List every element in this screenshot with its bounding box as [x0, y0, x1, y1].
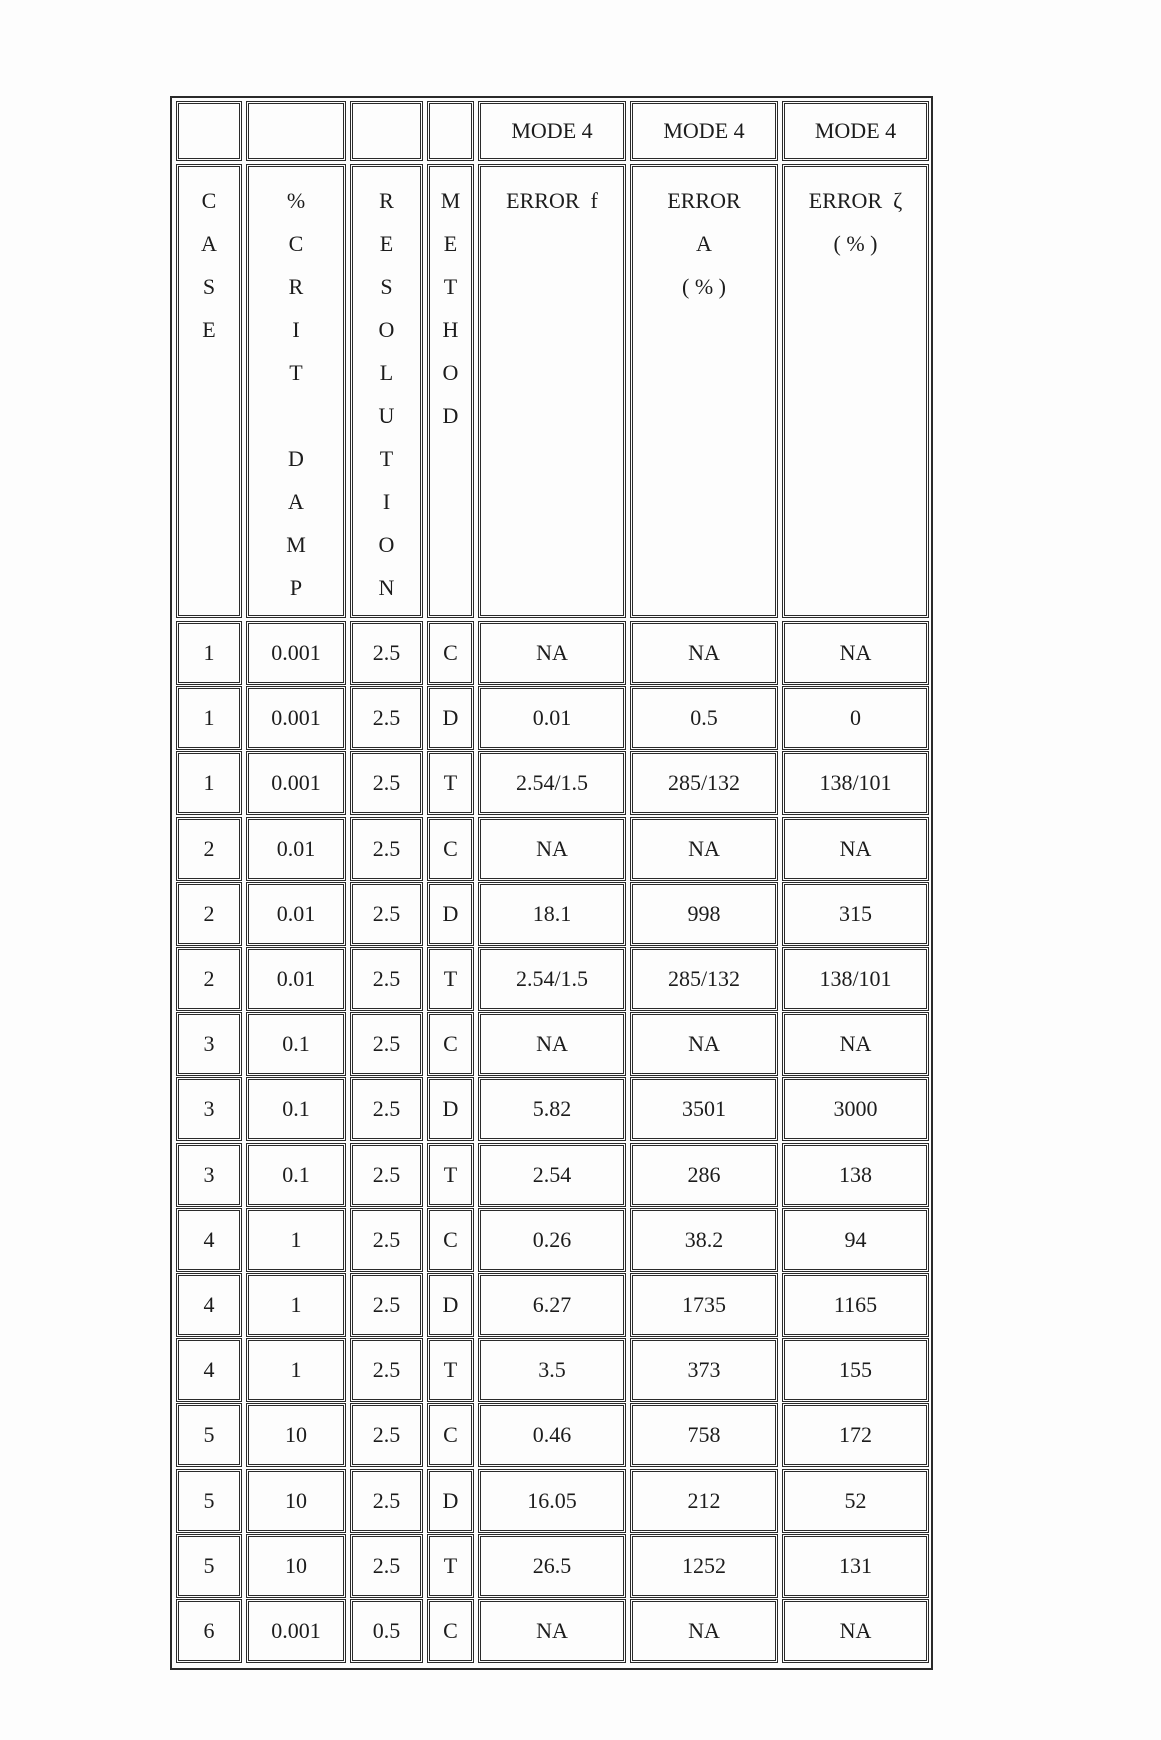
table-cell-value: 16.05	[527, 1488, 577, 1513]
table-cell-value: T	[443, 770, 458, 795]
mode-header-empty-cell	[350, 101, 423, 161]
table-cell-value: 1	[203, 640, 215, 665]
error-a-cell	[630, 1077, 778, 1141]
table-cell-value: 38.2	[684, 1227, 724, 1252]
header-letter: M	[286, 532, 306, 557]
resolution-cell	[350, 1077, 423, 1141]
table-cell-value: 0.01	[532, 705, 572, 730]
resolution-cell	[350, 1469, 423, 1533]
table-cell-value: NA	[536, 1031, 568, 1056]
error-zeta-header	[782, 164, 929, 618]
table-cell-value: 3501	[682, 1096, 726, 1121]
method-cell	[427, 1469, 474, 1533]
table-cell-value: NA	[688, 1031, 720, 1056]
crit-damp-header-letters	[249, 179, 343, 609]
table-cell-value: 10	[285, 1553, 307, 1578]
header-letter: I	[292, 317, 300, 342]
error-f-cell	[478, 1338, 626, 1402]
case-header	[176, 164, 242, 618]
crit-damp-cell	[246, 1599, 346, 1663]
method-cell	[427, 1599, 474, 1663]
table-cell-value: 373	[687, 1357, 721, 1382]
table-cell-value: 0.01	[276, 966, 316, 991]
table-cell-value: NA	[536, 1618, 568, 1643]
mode-header-label: MODE 4	[814, 118, 897, 143]
case-cell	[176, 1599, 242, 1663]
table-cell-value: 2.5	[372, 901, 401, 926]
method-cell	[427, 1012, 474, 1076]
error-zeta-cell	[782, 1403, 929, 1467]
error-a-cell	[630, 1599, 778, 1663]
table-cell-value: 5	[203, 1422, 215, 1447]
method-cell	[427, 1143, 474, 1207]
table-cell-value: 1252	[682, 1553, 726, 1578]
resolution-cell	[350, 1599, 423, 1663]
table-cell-value: 0	[850, 705, 861, 730]
method-cell	[427, 1077, 474, 1141]
table-cell-value: 2.5	[372, 1031, 401, 1056]
table-cell-value: 0.1	[282, 1096, 310, 1121]
table-cell-value: 2.5	[372, 1488, 401, 1513]
header-letter: D	[288, 446, 304, 471]
table-cell-value: T	[443, 1357, 458, 1382]
case-cell	[176, 1143, 242, 1207]
error-f-cell	[478, 882, 626, 946]
table-cell-value: NA	[688, 836, 720, 861]
table-cell-value: C	[443, 1031, 458, 1056]
header-letter: N	[378, 575, 395, 600]
error-f-header	[478, 164, 626, 618]
error-zeta-cell	[782, 1077, 929, 1141]
error-f-cell	[478, 751, 626, 815]
table-cell-value: 3	[203, 1162, 215, 1187]
mode-header-label: MODE 4	[663, 118, 745, 143]
header-line: A	[696, 231, 712, 256]
table-cell-value: 6	[203, 1618, 215, 1643]
table-cell-value: 0.1	[282, 1162, 310, 1187]
header-letter: A	[288, 489, 304, 514]
error-zeta-cell	[782, 1208, 929, 1272]
error-f-header-lines	[481, 179, 623, 222]
table-cell-value: 155	[839, 1357, 872, 1382]
case-cell	[176, 686, 242, 750]
table-cell-value: 2.5	[372, 705, 401, 730]
table-cell-value: 26.5	[532, 1553, 572, 1578]
error-zeta-cell	[782, 686, 929, 750]
resolution-cell	[350, 1143, 423, 1207]
method-cell	[427, 686, 474, 750]
table-cell-value: 1735	[682, 1292, 726, 1317]
error-a-header	[630, 164, 778, 618]
table-cell-value: 2.5	[372, 1357, 401, 1382]
crit-damp-cell	[246, 1273, 346, 1337]
table-cell-value: 2.5	[372, 1162, 401, 1187]
table-cell-value: 2.5	[372, 1292, 401, 1317]
header-letter: L	[379, 360, 394, 385]
method-cell	[427, 621, 474, 685]
table-cell-value: 2	[203, 836, 215, 861]
header-line: ERROR ζ	[808, 188, 903, 213]
error-zeta-cell	[782, 1338, 929, 1402]
header-letter: D	[442, 403, 459, 428]
error-f-cell	[478, 1143, 626, 1207]
header-line: ( % )	[833, 231, 878, 256]
table-cell-value: 315	[839, 901, 872, 926]
crit-damp-header	[246, 164, 346, 618]
header-letter: M	[440, 188, 461, 213]
mode-header-label: MODE 4	[511, 118, 593, 143]
resolution-cell	[350, 1012, 423, 1076]
case-cell	[176, 947, 242, 1011]
method-cell	[427, 1403, 474, 1467]
table-cell-value: 10	[285, 1422, 307, 1447]
method-cell	[427, 817, 474, 881]
header-letter: O	[378, 532, 395, 557]
crit-damp-cell	[246, 947, 346, 1011]
table-cell-value: 138/101	[819, 770, 892, 795]
method-cell	[427, 1338, 474, 1402]
header-letter: S	[380, 274, 393, 299]
table-cell-value: 5	[203, 1488, 215, 1513]
table-cell-value: 2	[203, 901, 215, 926]
crit-damp-cell	[246, 1403, 346, 1467]
header-letter: E	[443, 231, 458, 256]
error-a-cell	[630, 1208, 778, 1272]
method-header-letters	[430, 179, 471, 437]
table-cell-value: 6.27	[532, 1292, 572, 1317]
table-cell-value: 4	[203, 1227, 215, 1252]
table-cell-value: 286	[687, 1162, 721, 1187]
error-f-cell	[478, 1273, 626, 1337]
error-zeta-cell	[782, 1534, 929, 1598]
table-cell-value: 2.5	[372, 836, 401, 861]
header-line: ERROR	[667, 188, 741, 213]
method-cell	[427, 882, 474, 946]
case-cell	[176, 1534, 242, 1598]
error-zeta-cell	[782, 1599, 929, 1663]
header-line: ERROR f	[506, 188, 598, 213]
table-cell-value: 0.5	[690, 705, 718, 730]
table-cell-value: 1165	[833, 1292, 878, 1317]
method-cell	[427, 751, 474, 815]
resolution-cell	[350, 882, 423, 946]
error-a-cell	[630, 1403, 778, 1467]
error-a-cell	[630, 817, 778, 881]
table-cell-value: 138/101	[819, 966, 892, 991]
error-zeta-cell	[782, 1012, 929, 1076]
error-zeta-cell	[782, 751, 929, 815]
table-cell-value: 172	[839, 1422, 872, 1447]
table-cell-value: 3000	[833, 1096, 878, 1121]
table-cell-value: 2	[203, 966, 215, 991]
header-letter: %	[286, 188, 306, 213]
table-cell-value: 998	[687, 901, 721, 926]
resolution-cell	[350, 686, 423, 750]
table-cell-value: NA	[839, 640, 872, 665]
case-cell	[176, 1012, 242, 1076]
table-cell-value: 2.54/1.5	[515, 770, 589, 795]
header-letter: P	[289, 575, 303, 600]
case-cell	[176, 1273, 242, 1337]
header-letter: E	[202, 317, 216, 342]
table-cell-value: C	[443, 1618, 458, 1643]
case-cell	[176, 621, 242, 685]
crit-damp-cell	[246, 882, 346, 946]
resolution-cell	[350, 1208, 423, 1272]
crit-damp-cell	[246, 1143, 346, 1207]
crit-damp-cell	[246, 621, 346, 685]
table-cell-value: T	[443, 1553, 458, 1578]
case-cell	[176, 751, 242, 815]
mode-header-cell	[478, 101, 626, 161]
error-a-cell	[630, 1143, 778, 1207]
crit-damp-cell	[246, 686, 346, 750]
method-cell	[427, 947, 474, 1011]
mode-header-empty-cell	[427, 101, 474, 161]
crit-damp-cell	[246, 751, 346, 815]
error-f-cell	[478, 817, 626, 881]
mode-header-cell	[630, 101, 778, 161]
table-cell-value: 10	[285, 1488, 307, 1513]
crit-damp-cell	[246, 1469, 346, 1533]
table-cell-value: NA	[536, 836, 568, 861]
resolution-cell	[350, 1403, 423, 1467]
table-cell-value: 1	[290, 1357, 302, 1382]
header-letter: T	[443, 274, 458, 299]
table-cell-value: 0.5	[372, 1618, 401, 1643]
table-cell-value: 0.46	[532, 1422, 572, 1447]
mode-header-cell	[782, 101, 929, 161]
table-cell-value: 1	[203, 770, 215, 795]
table-cell-value: NA	[688, 1618, 720, 1643]
table-cell-value: C	[443, 1227, 458, 1252]
error-a-cell	[630, 751, 778, 815]
table-cell-value: C	[443, 1422, 458, 1447]
header-letter: T	[379, 446, 394, 471]
table-cell-value: 0.01	[276, 836, 316, 861]
error-a-cell	[630, 947, 778, 1011]
table-cell-value: 52	[844, 1488, 867, 1513]
table-cell-value: 2.5	[372, 770, 401, 795]
table-cell-value: D	[442, 1488, 459, 1513]
mode-header-empty-cell	[176, 101, 242, 161]
table-cell-value: C	[443, 836, 458, 861]
error-f-cell	[478, 1534, 626, 1598]
error-f-cell	[478, 1208, 626, 1272]
resolution-cell	[350, 751, 423, 815]
error-a-cell	[630, 1534, 778, 1598]
error-a-cell	[630, 882, 778, 946]
table-cell-value: 2.54	[532, 1162, 572, 1187]
table-cell-value: 0.001	[271, 1618, 321, 1643]
error-f-cell	[478, 1469, 626, 1533]
table-cell-value: 4	[203, 1357, 215, 1382]
table-cell-value: T	[443, 1162, 458, 1187]
mode-header-empty-cell	[246, 101, 346, 161]
error-zeta-cell	[782, 1143, 929, 1207]
case-cell	[176, 1338, 242, 1402]
error-zeta-cell	[782, 817, 929, 881]
table-cell-value: 285/132	[667, 770, 741, 795]
resolution-cell	[350, 1273, 423, 1337]
error-f-cell	[478, 1012, 626, 1076]
error-zeta-cell	[782, 1469, 929, 1533]
header-letter: R	[379, 188, 394, 213]
table-cell-value: NA	[839, 1031, 872, 1056]
table-cell-value: D	[442, 901, 459, 926]
error-f-cell	[478, 621, 626, 685]
table-cell-value: D	[442, 1292, 459, 1317]
crit-damp-cell	[246, 1338, 346, 1402]
error-f-cell	[478, 1599, 626, 1663]
header-letter: H	[442, 317, 459, 342]
resolution-cell	[350, 621, 423, 685]
table-cell-value: 2.5	[372, 640, 401, 665]
table-cell-value: NA	[688, 640, 720, 665]
case-cell	[176, 1469, 242, 1533]
header-letter: S	[202, 274, 216, 299]
error-a-cell	[630, 1273, 778, 1337]
table-cell-value: 138	[839, 1162, 872, 1187]
error-a-cell	[630, 1469, 778, 1533]
table-cell-value: 2.5	[372, 1422, 401, 1447]
resolution-cell	[350, 1338, 423, 1402]
crit-damp-cell	[246, 1534, 346, 1598]
error-a-cell	[630, 1338, 778, 1402]
header-letter: O	[442, 360, 459, 385]
table-cell-value: 2.5	[372, 1227, 401, 1252]
error-a-cell	[630, 1012, 778, 1076]
table-cell-value: NA	[839, 1618, 872, 1643]
table-cell-value: 1	[203, 705, 215, 730]
method-cell	[427, 1273, 474, 1337]
error-zeta-cell	[782, 1273, 929, 1337]
crit-damp-cell	[246, 817, 346, 881]
table-cell-value: 0.001	[271, 705, 321, 730]
table-cell-value: T	[443, 966, 458, 991]
table-cell-value: 18.1	[532, 901, 572, 926]
method-cell	[427, 1534, 474, 1598]
table-cell-value: 2.5	[372, 1553, 401, 1578]
error-f-cell	[478, 686, 626, 750]
table-cell-value: 758	[687, 1422, 721, 1447]
table-cell-value: 285/132	[667, 966, 741, 991]
case-header-letters	[179, 179, 239, 351]
error-f-cell	[478, 1077, 626, 1141]
table-cell-value: NA	[536, 640, 568, 665]
table-cell-value: 0.001	[271, 770, 321, 795]
error-a-header-lines	[633, 179, 775, 308]
resolution-header-letters	[353, 179, 420, 609]
case-cell	[176, 817, 242, 881]
resolution-cell	[350, 1534, 423, 1598]
case-cell	[176, 1077, 242, 1141]
header-letter: R	[288, 274, 304, 299]
header-letter: T	[289, 360, 303, 385]
error-zeta-header-lines	[785, 179, 926, 265]
table-cell-value: C	[443, 640, 458, 665]
header-letter: I	[382, 489, 391, 514]
case-cell	[176, 882, 242, 946]
error-f-cell	[478, 947, 626, 1011]
table-cell-value: D	[442, 1096, 459, 1121]
table-cell-value: 2.54/1.5	[515, 966, 589, 991]
error-a-cell	[630, 621, 778, 685]
table-cell-value: 5.82	[532, 1096, 572, 1121]
table-cell-value: 3.5	[538, 1357, 566, 1382]
table-cell-value: 3	[203, 1031, 215, 1056]
header-letter: O	[378, 317, 395, 342]
table-cell-value: NA	[839, 836, 872, 861]
table-cell-value: 131	[839, 1553, 872, 1578]
crit-damp-cell	[246, 1077, 346, 1141]
method-cell	[427, 1208, 474, 1272]
table-cell-value: 3	[203, 1096, 215, 1121]
table-cell-value: 0.001	[271, 640, 321, 665]
table-cell-value: 212	[687, 1488, 721, 1513]
header-letter: E	[379, 231, 394, 256]
crit-damp-cell	[246, 1012, 346, 1076]
table-cell-value: 94	[844, 1227, 867, 1252]
header-letter: C	[201, 188, 217, 213]
resolution-cell	[350, 947, 423, 1011]
crit-damp-cell	[246, 1208, 346, 1272]
table-cell-value: 2.5	[372, 966, 401, 991]
table-cell-value: 2.5	[372, 1096, 401, 1121]
case-cell	[176, 1208, 242, 1272]
error-f-cell	[478, 1403, 626, 1467]
error-a-cell	[630, 686, 778, 750]
header-letter: U	[378, 403, 395, 428]
resolution-header	[350, 164, 423, 618]
header-letter: C	[288, 231, 304, 256]
table-cell-value: 0.01	[276, 901, 316, 926]
header-line: ( % )	[682, 274, 726, 299]
method-header	[427, 164, 474, 618]
table-cell-value: 1	[290, 1227, 302, 1252]
table-cell-value: D	[442, 705, 459, 730]
table-cell-value: 0.1	[282, 1031, 310, 1056]
header-letter: A	[201, 231, 217, 256]
error-zeta-cell	[782, 621, 929, 685]
table-cell-value: 1	[290, 1292, 302, 1317]
table-cell-value: 4	[203, 1292, 215, 1317]
error-zeta-cell	[782, 882, 929, 946]
table-cell-value: 5	[203, 1553, 215, 1578]
resolution-cell	[350, 817, 423, 881]
error-zeta-cell	[782, 947, 929, 1011]
case-cell	[176, 1403, 242, 1467]
table-cell-value: 0.26	[532, 1227, 572, 1252]
